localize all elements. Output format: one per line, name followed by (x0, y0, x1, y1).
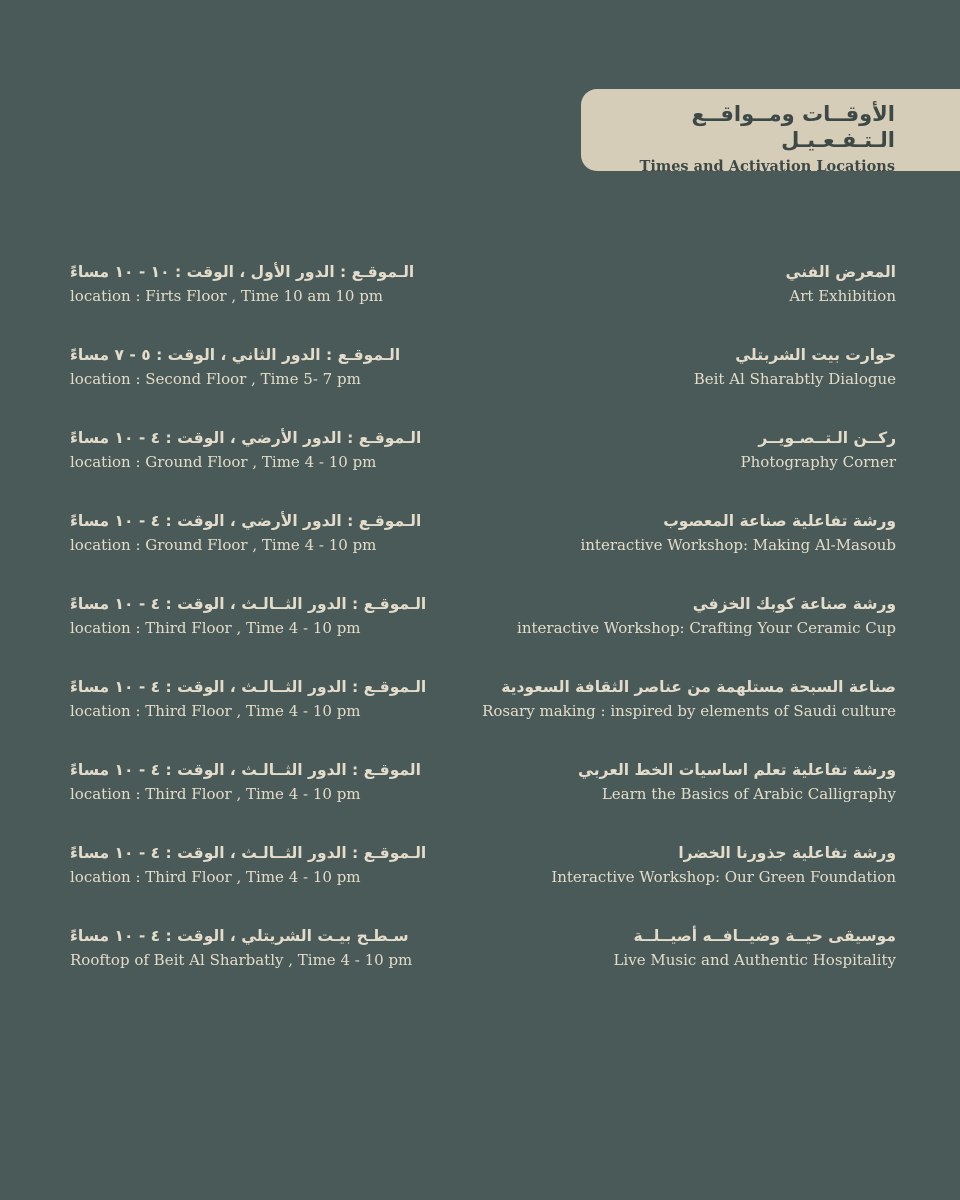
time-location-block (70, 757, 421, 805)
time-location-block (70, 259, 414, 307)
event-name-english: Learn the Basics of Arabic Calligraphy (601, 785, 896, 803)
time-location-english: location : Firts Floor , Time 10 am 10 pm (70, 287, 384, 305)
event-block (580, 508, 896, 556)
event-name-arabic: حوارت بيت الشربتلي (735, 346, 896, 364)
event-name-arabic: ورشة تفاعلية جذورنا الخضرا (678, 844, 896, 862)
time-location-block (70, 674, 426, 722)
event-name-arabic: ورشة صناعة كوبك الخزفي (692, 595, 896, 613)
event-name-english: interactive Workshop: Making Al-Masoub (580, 536, 896, 554)
time-location-arabic: الـموقـع : الدور الثــالـث ، الوقت : ٤ - ١٠ مساءً (70, 595, 427, 613)
event-name-arabic: المعرض الفني (785, 263, 896, 281)
time-location-arabic: الـموقـع : الدور الثــالـث ، الوقت : ٤ - ١٠ مساءً (70, 844, 427, 862)
event-name-english: interactive Workshop: Crafting Your Ceramic Cup (517, 619, 896, 637)
time-location-english: location : Third Floor , Time 4 - 10 pm (70, 785, 361, 803)
schedule-row (70, 591, 896, 674)
schedule-row (70, 259, 896, 342)
event-name-english: Art Exhibition (789, 287, 896, 305)
event-name-english: Beit Al Sharabtly Dialogue (693, 370, 896, 388)
event-block (613, 923, 896, 971)
event-block (694, 342, 896, 390)
schedule-row (70, 923, 896, 1006)
event-name-arabic: ورشة تفاعلية تعلم اساسيات الخط العربي (578, 761, 896, 779)
time-location-english: location : Third Floor , Time 4 - 10 pm (70, 868, 361, 886)
event-name-english: Live Music and Authentic Hospitality (613, 951, 896, 969)
event-block (741, 425, 896, 473)
time-location-arabic: الـموقـع : الدور الأول ، الوقت : ١٠ - ١٠ مساءً (70, 263, 415, 281)
event-block (551, 840, 896, 888)
time-location-block (70, 923, 412, 971)
time-location-english: location : Third Floor , Time 4 - 10 pm (70, 702, 361, 720)
time-location-block (70, 508, 421, 556)
page-title-english: Times and Activation Locations (639, 158, 895, 175)
event-name-arabic: موسيقى حيــة وضيــافــه أصيــلــة (633, 927, 896, 945)
schedule-row (70, 425, 896, 508)
time-location-english: location : Second Floor , Time 5- 7 pm (70, 370, 361, 388)
event-block (578, 757, 896, 805)
time-location-arabic: الموقـع : الدور الثــالـث ، الوقت : ٤ - ١٠ مساءً (70, 761, 421, 779)
time-location-english: Rooftop of Beit Al Sharbatly , Time 4 - 10 pm (70, 951, 413, 969)
event-name-arabic: ركــن الـتــصـويــر (758, 429, 896, 447)
event-name-arabic: ورشة تفاعلية صناعة المعصوب (663, 512, 896, 530)
time-location-arabic: الـموقـع : الدور الأرضي ، الوقت : ٤ - ١٠ مساءً (70, 429, 422, 447)
title-card (581, 89, 960, 175)
time-location-arabic: الـموقـع : الدور الأرضي ، الوقت : ٤ - ١٠ مساءً (70, 512, 422, 530)
time-location-block (70, 425, 421, 473)
time-location-block (70, 342, 400, 390)
event-name-arabic: صناعة السبحة مستلهمة من عناصر الثقافة السعودية (501, 678, 896, 696)
event-name-english: Photography Corner (740, 453, 896, 471)
time-location-block (70, 591, 426, 639)
event-block (786, 259, 896, 307)
time-location-arabic: الـموقـع : الدور الثاني ، الوقت : ٥ - ٧ مساءً (70, 346, 401, 364)
time-location-arabic: سـطـح بيـت الشريتلي ، الوقت : ٤ - ١٠ مساءً (70, 927, 409, 945)
schedule-row (70, 674, 896, 757)
schedule-row (70, 840, 896, 923)
schedule-row (70, 757, 896, 840)
event-block (482, 674, 896, 722)
time-location-block (70, 840, 426, 888)
time-location-english: location : Third Floor , Time 4 - 10 pm (70, 619, 361, 637)
event-block (517, 591, 896, 639)
schedule-row (70, 342, 896, 425)
time-location-arabic: الـموقـع : الدور الثــالـث ، الوقت : ٤ - ١٠ مساءً (70, 678, 427, 696)
schedule-row (70, 508, 896, 591)
event-name-english: Interactive Workshop: Our Green Foundation (551, 868, 896, 886)
time-location-english: location : Ground Floor , Time 4 - 10 pm (70, 453, 377, 471)
schedule-list (70, 259, 896, 1006)
time-location-english: location : Ground Floor , Time 4 - 10 pm (70, 536, 377, 554)
page-title-arabic: الأوقــات ومــواقــع الـتـفـعـيـل (691, 102, 895, 152)
event-name-english: Rosary making : inspired by elements of Saudi culture (482, 702, 896, 720)
